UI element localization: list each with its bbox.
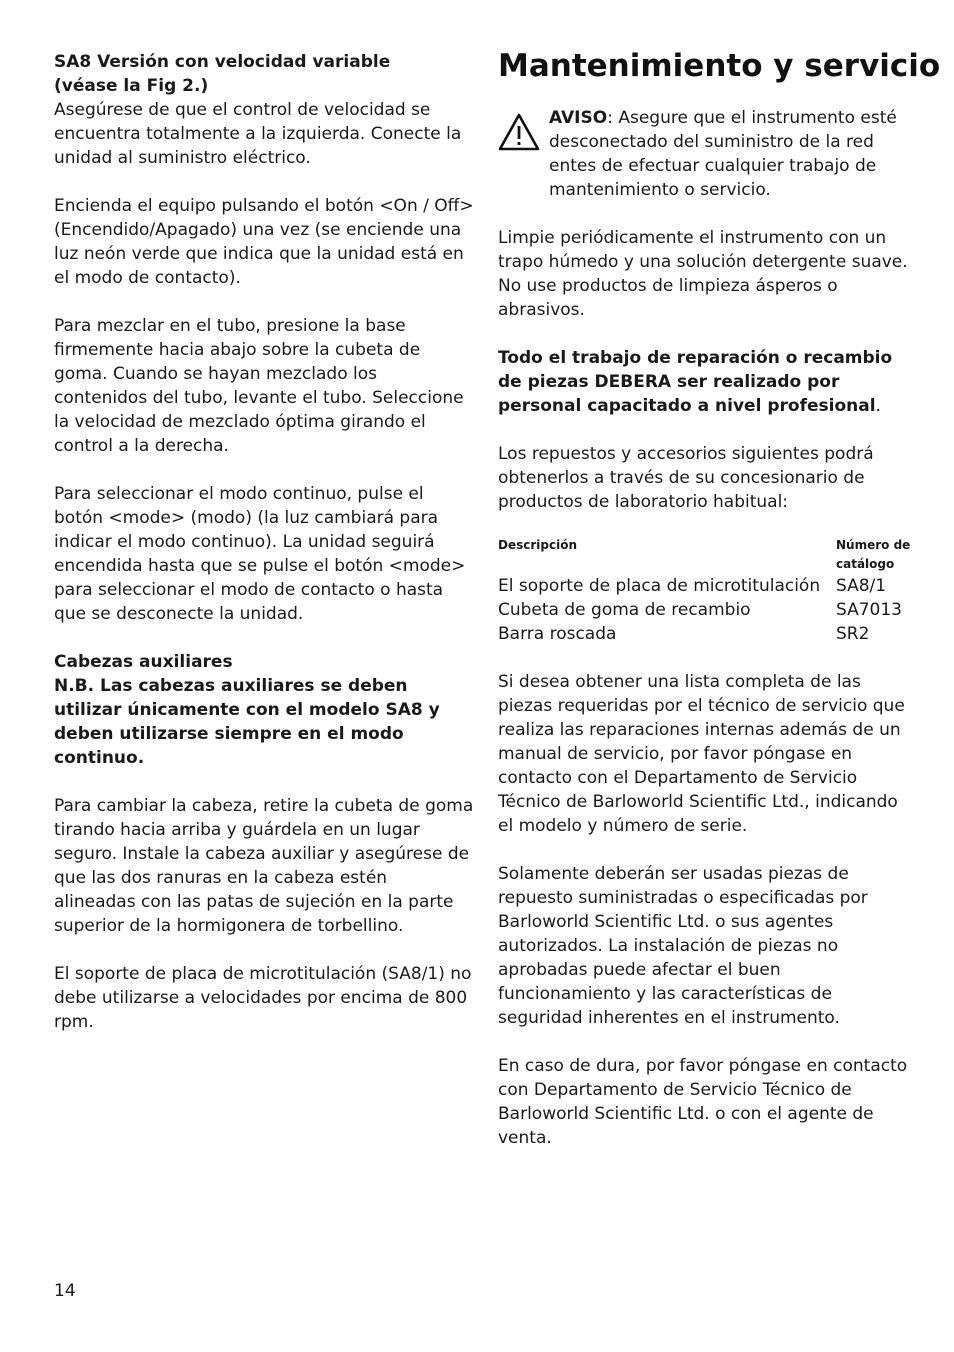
cell-catalog-number: SA7013 bbox=[836, 600, 902, 620]
table-row bbox=[498, 598, 918, 622]
qualified-personnel-period: . bbox=[875, 396, 881, 416]
paragraph-speed-control: Asegúrese de que el control de velocidad se encuentra totalmente a la izquierda. Conecte la unidad al suministro eléctrico. bbox=[54, 100, 462, 168]
paragraph-approved-parts: Solamente deberán ser usadas piezas de repuesto suministradas o especificadas por Barloworld Scientific Ltd. o sus agentes autorizados. La instalación de piezas no aprobadas puede afectar el buen funcionamiento y las características de seguridad inherentes en el instrumento. bbox=[498, 864, 868, 1028]
paragraph-full-parts-list: Si desea obtener una lista completa de las piezas requeridas por el técnico de servicio que realiza las reparaciones internas además de un manual de servicio, por favor póngase en contacto con el Departamento de Servicio Técnico de Barloworld Scientific Ltd., indicando el modelo y número de serie. bbox=[498, 672, 905, 836]
table-row bbox=[498, 574, 918, 598]
paragraph-mixing: Para mezclar en el tubo, presione la base firmemente hacia abajo sobre la cubeta de goma. Cuando se hayan mezclado los contenidos del tubo, levante el tubo. Seleccione la velocidad de mezclado óptima girando el control a la derecha. bbox=[54, 316, 464, 456]
section-heading-variable-speed bbox=[54, 50, 474, 98]
heading-line-2: (véase la Fig 2.) bbox=[54, 76, 209, 96]
warning-notice bbox=[498, 106, 918, 202]
paragraph-contact: En caso de dura, por favor póngase en contacto con Departamento de Servicio Técnico de Barloworld Scientific Ltd. o con el agente de venta. bbox=[498, 1056, 908, 1148]
cell-catalog-number: SA8/1 bbox=[836, 576, 887, 596]
paragraph-change-head: Para cambiar la cabeza, retire la cubeta de goma tirando hacia arriba y guárdela en un lugar seguro. Instale la cabeza auxiliar y asegúrese de que las dos ranuras en la cabeza estén alineadas con las patas de sujeción en la parte superior de la hormigonera de torbellino. bbox=[54, 796, 474, 936]
heading-line-1: SA8 Versión con velocidad variable bbox=[54, 52, 391, 72]
table-row bbox=[498, 622, 918, 646]
warning-label: AVISO bbox=[549, 108, 608, 128]
cell-description: Cubeta de goma de recambio bbox=[498, 600, 751, 620]
cell-description: El soporte de placa de microtitulación bbox=[498, 576, 821, 596]
cell-catalog-number: SR2 bbox=[836, 624, 870, 644]
paragraph-spare-parts-intro: Los repuestos y accesorios siguientes podrá obtenerlos a través de su concesionario de productos de laboratorio habitual: bbox=[498, 444, 874, 512]
paragraph-microplate-warning: El soporte de placa de microtitulación (SA8/1) no debe utilizarse a velocidades por encima de 800 rpm. bbox=[54, 964, 472, 1032]
header-description: Descripción bbox=[498, 538, 577, 552]
right-column bbox=[498, 226, 918, 1150]
page-title: Mantenimiento y servicio bbox=[498, 48, 941, 84]
page-number: 14 bbox=[54, 1281, 76, 1301]
warning-text-block bbox=[549, 106, 918, 202]
table-header-row bbox=[498, 536, 918, 574]
note-aux-heads: N.B. Las cabezas auxiliares se deben utilizar únicamente con el modelo SA8 y deben utilizarse siempre en el modo continuo. bbox=[54, 676, 440, 768]
qualified-personnel-bold: Todo el trabajo de reparación o recambio de piezas DEBERA ser realizado por personal capacitado a nivel profesional bbox=[498, 348, 893, 416]
left-column bbox=[54, 50, 474, 1034]
paragraph-power-on: Encienda el equipo pulsando el botón <On / Off> (Encendido/Apagado) una vez (se enciende una luz neón verde que indica que la unidad está en el modo de contacto). bbox=[54, 196, 474, 288]
paragraph-cleaning: Limpie periódicamente el instrumento con un trapo húmedo y una solución detergente suave. No use productos de limpieza ásperos o abrasivos. bbox=[498, 228, 908, 320]
paragraph-qualified-personnel bbox=[498, 346, 918, 418]
section-heading-aux-heads: Cabezas auxiliares bbox=[54, 652, 233, 672]
warning-text: Asegure que el instrumento esté desconectado del suministro de la red entes de efectuar cualquier trabajo de mantenimiento o servicio. bbox=[549, 108, 897, 200]
header-catalog-number: Número de catálogo bbox=[836, 538, 911, 571]
warning-triangle-icon bbox=[498, 112, 540, 152]
paragraph-continuous-mode: Para seleccionar el modo continuo, pulse el botón <mode> (modo) (la luz cambiará para indicar el modo continuo). La unidad seguirá encendida hasta que se pulse el botón <mode> para seleccionar el modo de contacto o hasta que se desconecte la unidad. bbox=[54, 484, 466, 624]
warning-separator: : bbox=[607, 108, 613, 128]
cell-description: Barra roscada bbox=[498, 624, 617, 644]
spare-parts-table bbox=[498, 536, 918, 646]
